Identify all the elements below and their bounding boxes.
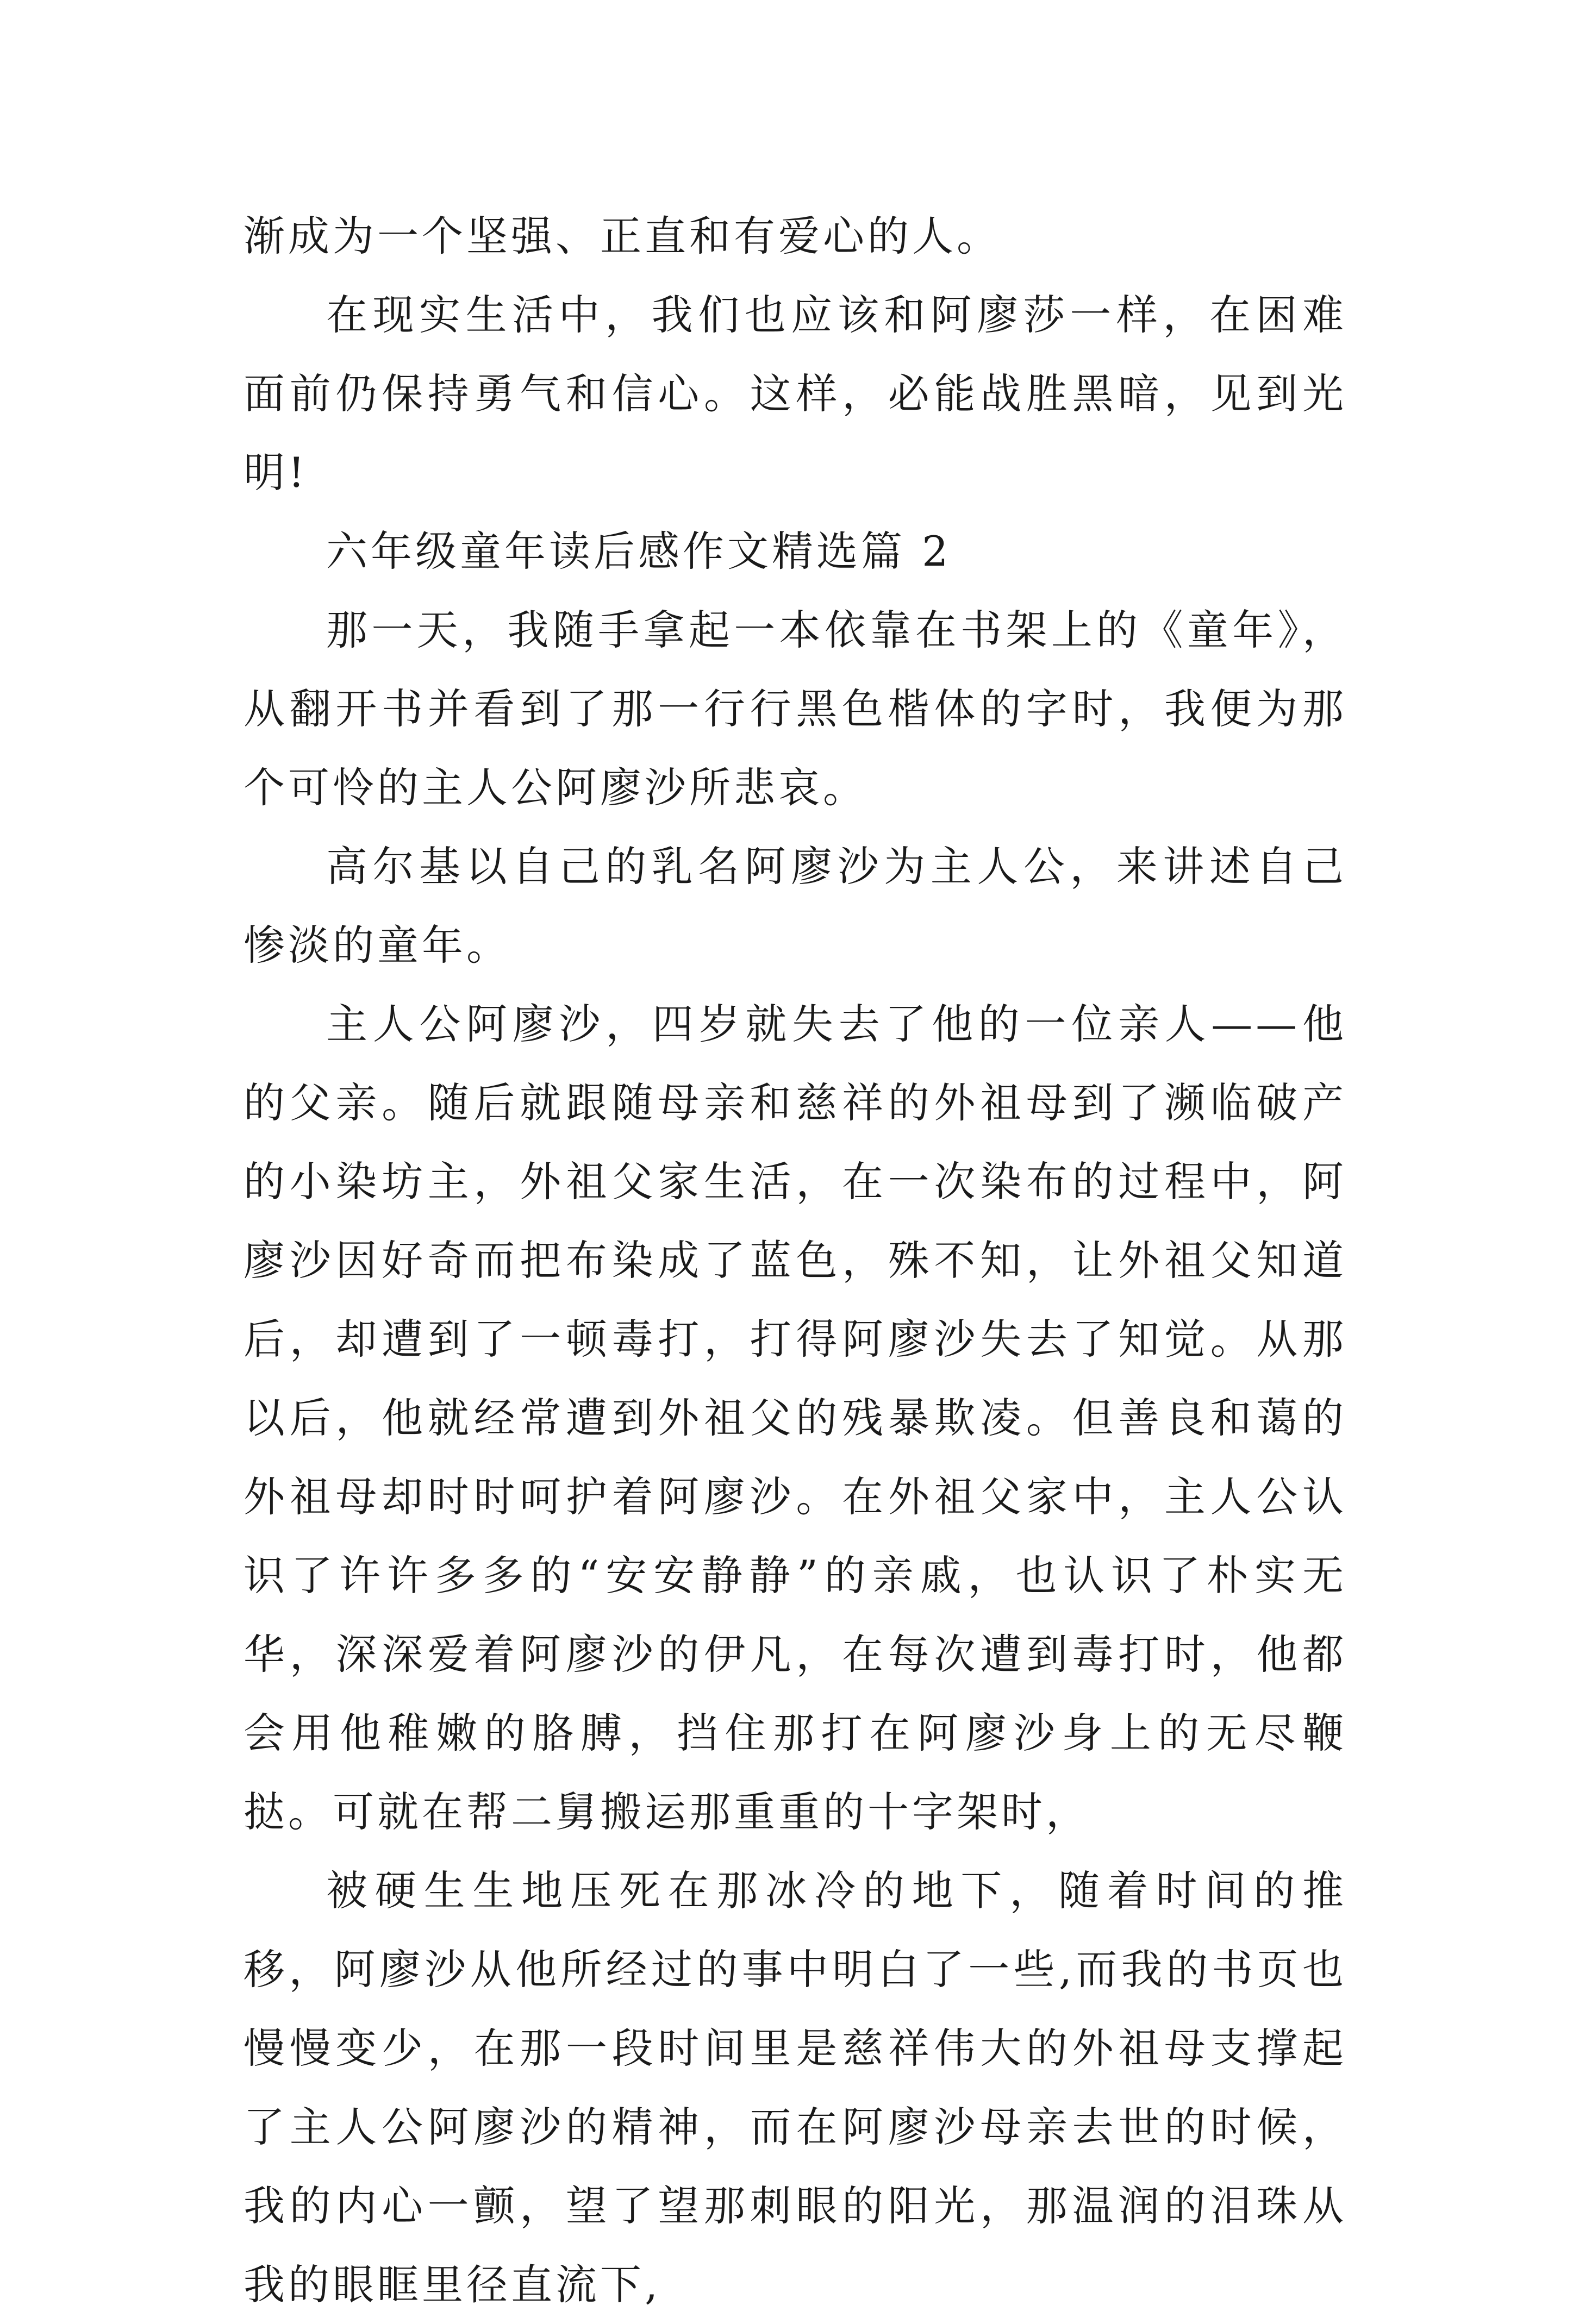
paragraph: 主人公阿廖沙，四岁就失去了他的一位亲人——他的父亲。随后就跟随母亲和慈祥的外祖母到了濒临破产的小染坊主，外祖父家生活，在一次染布的过程中，阿廖沙因好奇而把布染成了蓝色，殊不知，让外祖父知道后，却遭到了一顿毒打，打得阿廖沙失去了知觉。从那以后，他就经常遭到外祖父的残暴欺凌。但善良和蔼的外祖母却时时呵护着阿廖沙。在外祖父家中，主人公认识了许许多多的“安安静静”的亲戚，也认识了朴实无华，深深爱着阿廖沙的伊凡，在每次遭到毒打时，他都会用他稚嫩的胳膊，挡住那打在阿廖沙身上的无尽鞭挞。可就在帮二舅搬运那重重的十字架时， xyxy=(244,1000,1347,1836)
paragraph-continuation: 渐成为一个坚强、正直和有爱心的人。 xyxy=(244,212,1001,260)
paragraph: 在现实生活中，我们也应该和阿廖莎一样，在困难面前仍保持勇气和信心。这样，必能战胜黑暗，见到光明! xyxy=(244,291,1347,497)
paragraph: 那一天，我随手拿起一本依靠在书架上的《童年》，从翻开书并看到了那一行行黑色楷体的字时，我便为那个可怜的主人公阿廖沙所悲哀。 xyxy=(244,606,1347,812)
section-heading: 六年级童年读后感作文精选篇 2 xyxy=(326,527,952,575)
document-body xyxy=(244,197,1347,2324)
paragraph: 高尔基以自己的乳名阿廖沙为主人公，来讲述自己惨淡的童年。 xyxy=(244,842,1347,969)
paragraph: 被硬生生地压死在那冰冷的地下，随着时间的推移，阿廖沙从他所经过的事中明白了一些,而我的书页也慢慢变少，在那一段时间里是慈祥伟大的外祖母支撑起了主人公阿廖沙的精神，而在阿廖沙母亲去世的时候，我的内心一颤，望了望那刺眼的阳光，那温润的泪珠从我的眼眶里径直流下, xyxy=(244,1866,1347,2309)
